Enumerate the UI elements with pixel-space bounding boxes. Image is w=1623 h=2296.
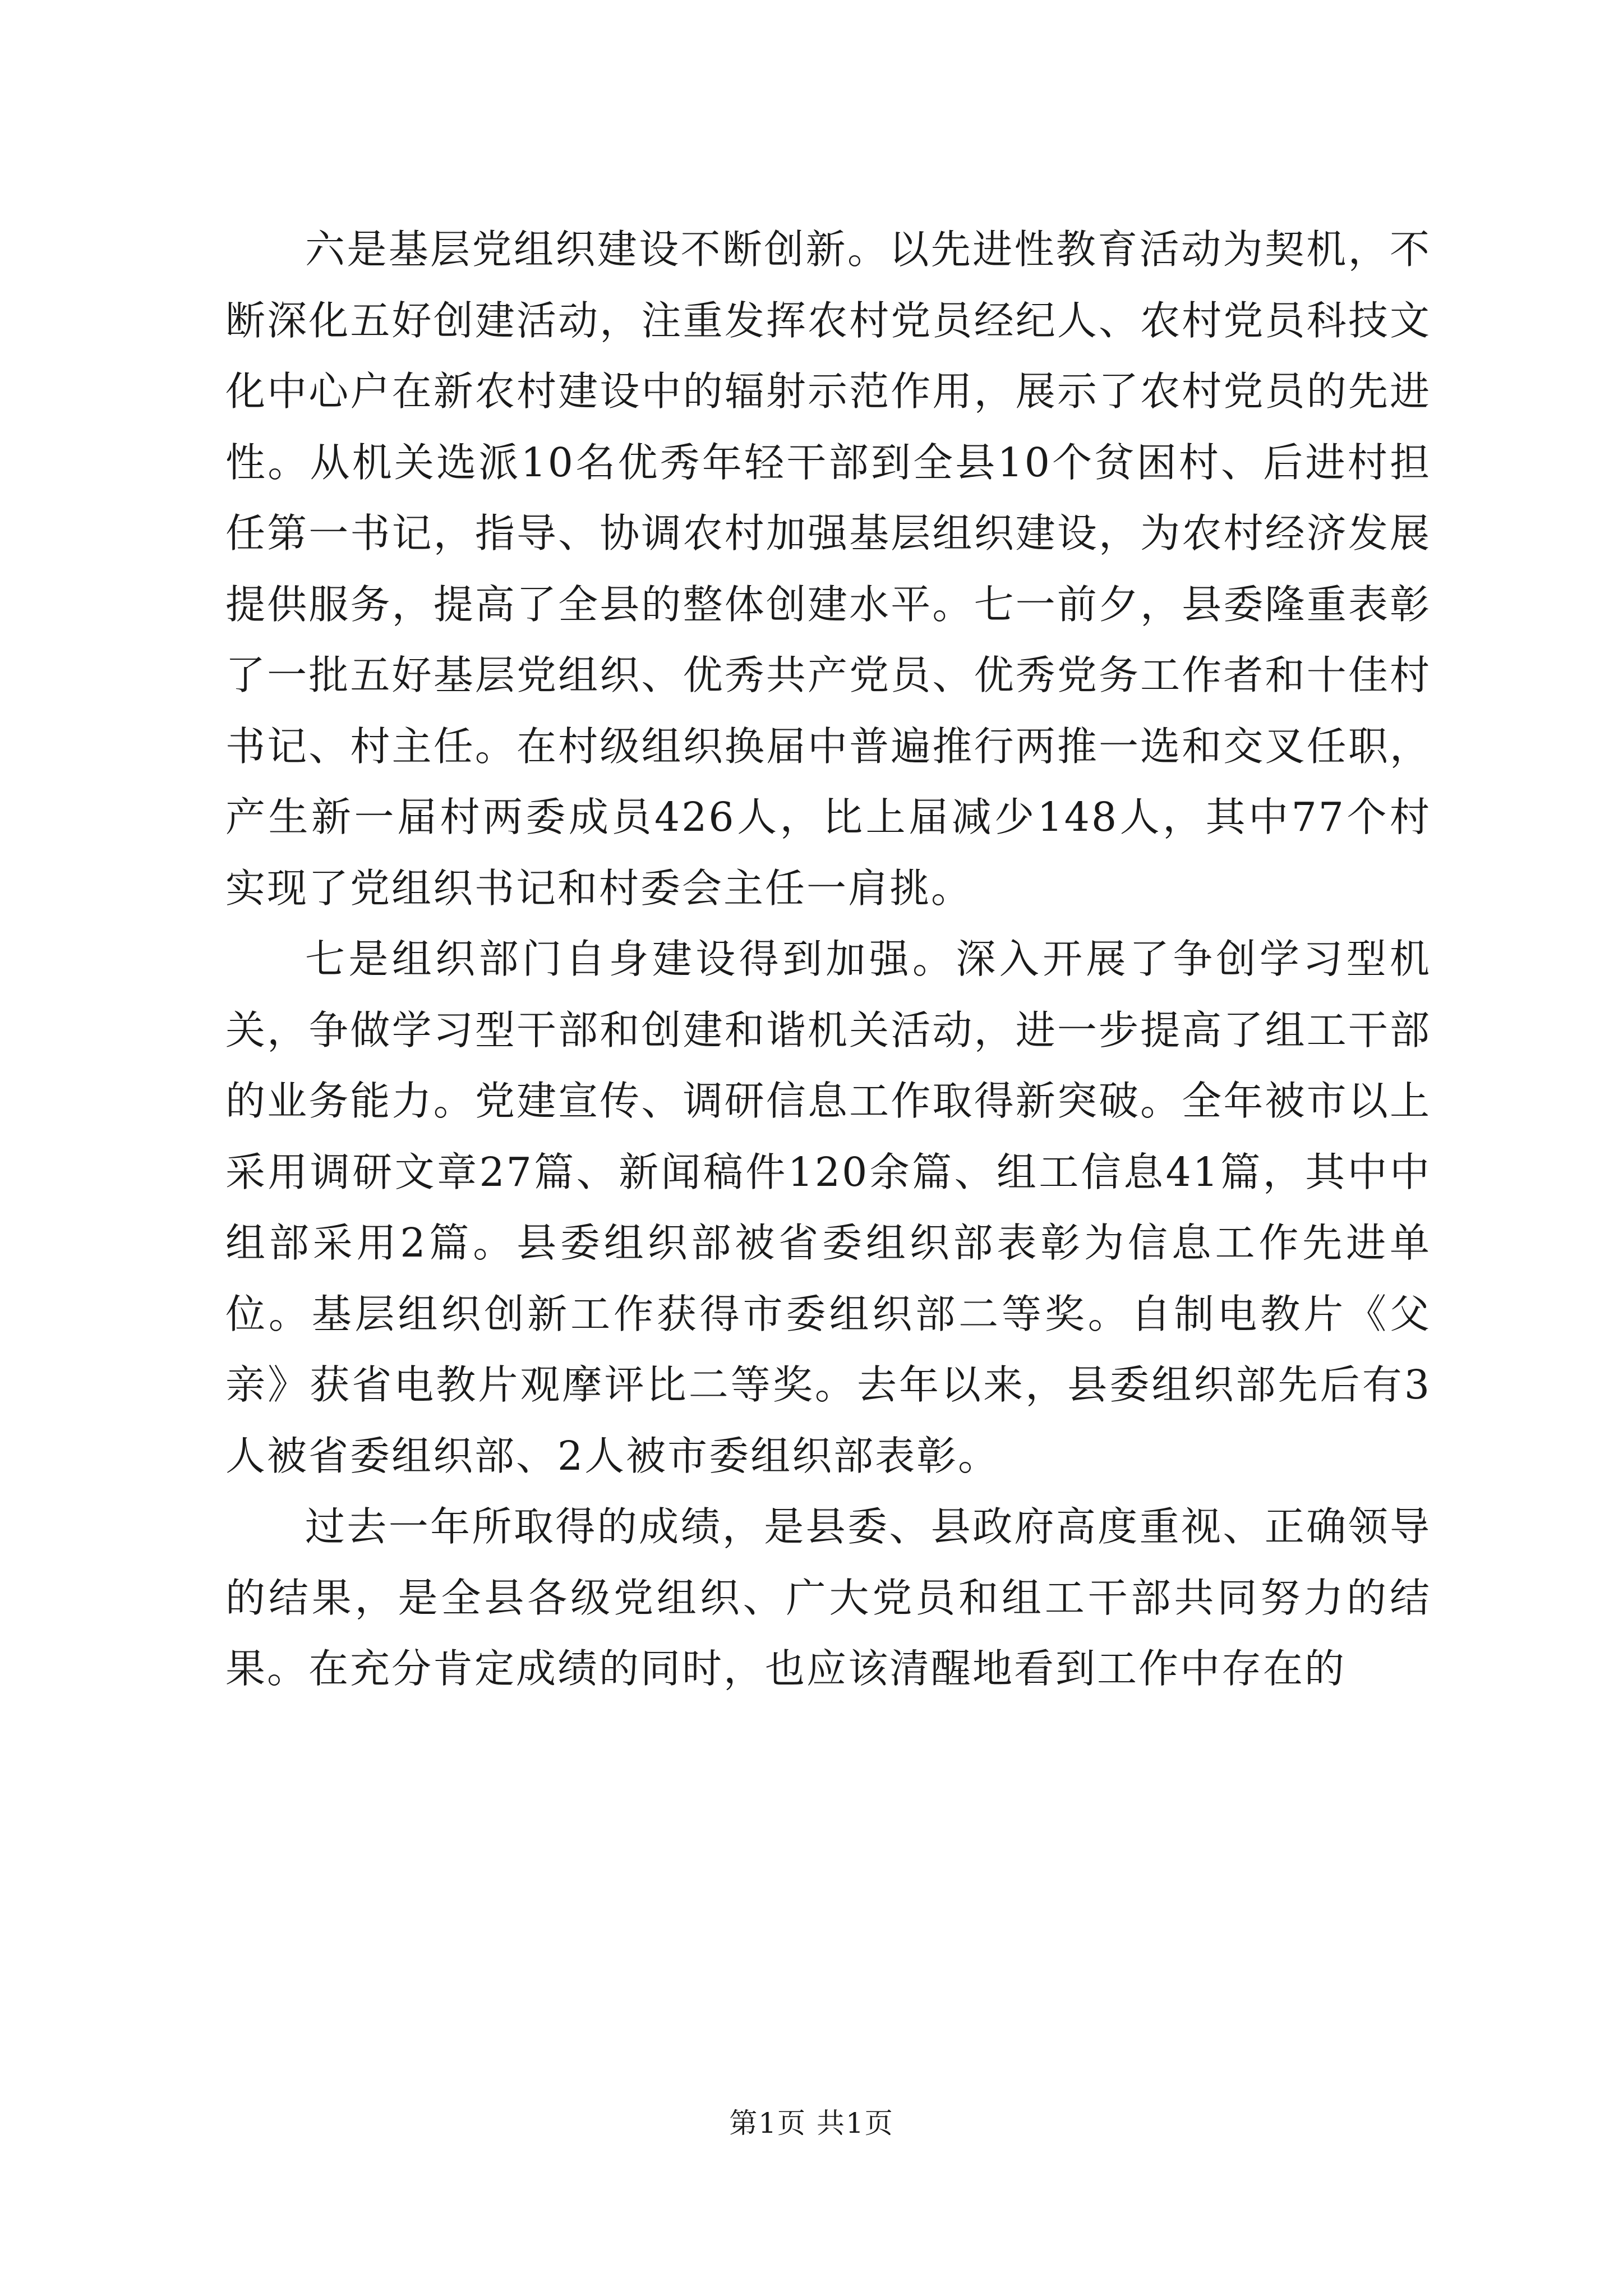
document-body [225,214,1431,1705]
paragraph-summary: 过去一年所取得的成绩，是县委、县政府高度重视、正确领导的结果，是全县各级党组织、广大党员和组工干部共同努力的结果。在充分肯定成绩的同时，也应该清醒地看到工作中存在的 [225,1503,1431,1692]
paragraph-six: 六是基层党组织建设不断创新。以先进性教育活动为契机，不断深化五好创建活动，注重发挥农村党员经纪人、农村党员科技文化中心户在新农村建设中的辐射示范作用，展示了农村党员的先进性。从机关选派10名优秀年轻干部到全县10个贫困村、后进村担任第一书记，指导、协调农村加强基层组织建设，为农村经济发展提供服务，提高了全县的整体创建水平。七一前夕，县委隆重表彰了一批五好基层党组织、优秀共产党员、优秀党务工作者和十佳村书记、村主任。在村级组织换届中普遍推行两推一选和交叉任职，产生新一届村两委成员426人，比上届减少148人，其中77个村实现了党组织书记和村委会主任一肩挑。 [225,226,1431,912]
paragraph-seven: 七是组织部门自身建设得到加强。深入开展了争创学习型机关，争做学习型干部和创建和谐机关活动，进一步提高了组工干部的业务能力。党建宣传、调研信息工作取得新突破。全年被市以上采用调研文章27篇、新闻稿件120余篇、组工信息41篇，其中中组部采用2篇。县委组织部被省委组织部表彰为信息工作先进单位。基层组织创新工作获得市委组织部二等奖。自制电教片《父亲》获省电教片观摩评比二等奖。去年以来，县委组织部先后有3人被省委组织部、2人被市委组织部表彰。 [225,936,1431,1479]
page-footer: 第1页 共1页 [729,2107,894,2139]
